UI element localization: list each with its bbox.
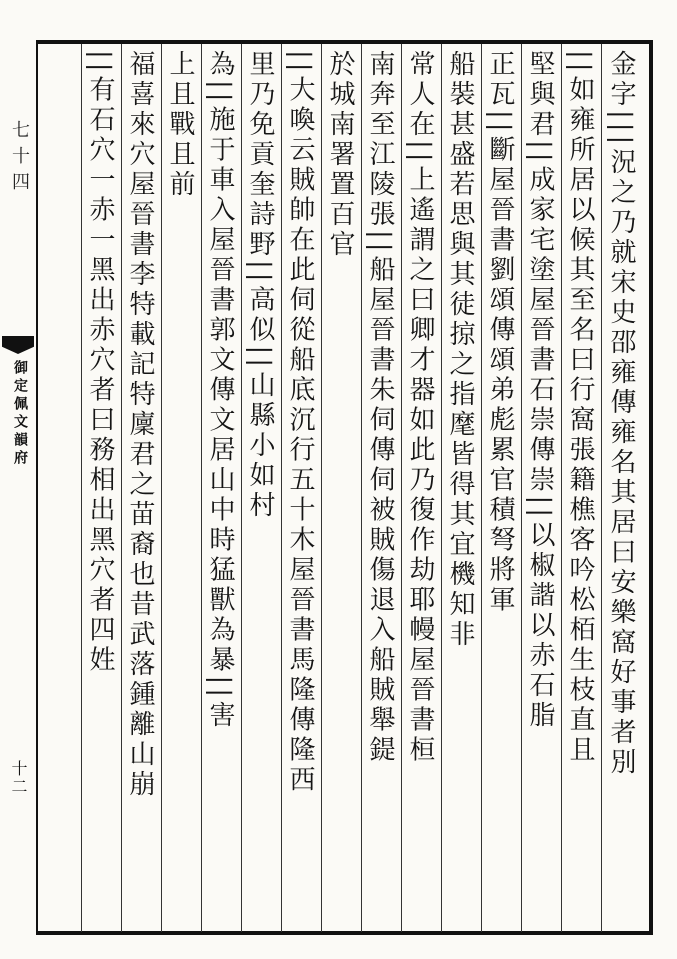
text-column-3: 堅與君||成家宅塗屋晉書石崇傳崇||以椒諧以赤石脂 (525, 50, 555, 732)
column-divider (281, 44, 282, 932)
text-column-11: 為||施于車入屋晉書郭文傳文居山中時猛獸為暴||害 (205, 50, 235, 732)
text-column-10: 里乃免貢奎詩野||高似||山縣小如村 (245, 50, 275, 522)
text-column-4: 正瓦||斷屋晉書劉頌傳頌弟彪累官積弩將軍 (485, 50, 515, 616)
text-column-13: 福喜來穴屋晉書李特載記特廩君之苗裔也昔武落鍾離山崩 (125, 50, 155, 800)
column-divider (601, 44, 602, 932)
column-divider (81, 44, 82, 932)
fish-tail-mark (2, 336, 34, 354)
column-divider (121, 44, 122, 932)
column-divider (201, 44, 202, 932)
fore-edge-text: 七十四 (9, 120, 30, 198)
book-title: 御定佩文韻府 (12, 360, 28, 468)
text-column-12: 上且戰且前 (165, 50, 195, 200)
text-column-1: 金字|||況之乃就宋史邵雍傳雍名其居曰安樂窩好事者別 (606, 50, 636, 779)
text-column-2: ||如雍所居以候其至名曰行窩張籍樵客吟松栢生枝直且 (565, 50, 595, 766)
text-column-5: 船裝甚盛若思與其徒掠之指麾皆得其宜機知非 (445, 50, 475, 650)
column-divider (561, 44, 562, 932)
column-divider (481, 44, 482, 932)
column-divider (161, 44, 162, 932)
fore-edge-margin (0, 40, 38, 935)
column-divider (401, 44, 402, 932)
column-divider (321, 44, 322, 932)
text-column-9: ||大喚云賊帥在此伺從船底沉行五十木屋晉書馬隆傳隆西 (285, 50, 315, 796)
text-column-14: ||有石穴一赤一黑出赤穴者曰務相出黑穴者四姓 (85, 50, 115, 676)
page-number: 十二 (9, 760, 28, 796)
column-divider (361, 44, 362, 932)
text-column-7: 南奔至江陵張||船屋晉書朱伺傳伺被賊傷退入船賊舉鍉 (365, 50, 395, 766)
text-column-6: 常人在||上遙謂之曰卿才器如此乃復作劫耶幔屋晉書桓 (405, 50, 435, 766)
column-divider (241, 44, 242, 932)
column-divider (521, 44, 522, 932)
text-column-8: 於城南署置百官 (325, 50, 355, 260)
column-divider (441, 44, 442, 932)
